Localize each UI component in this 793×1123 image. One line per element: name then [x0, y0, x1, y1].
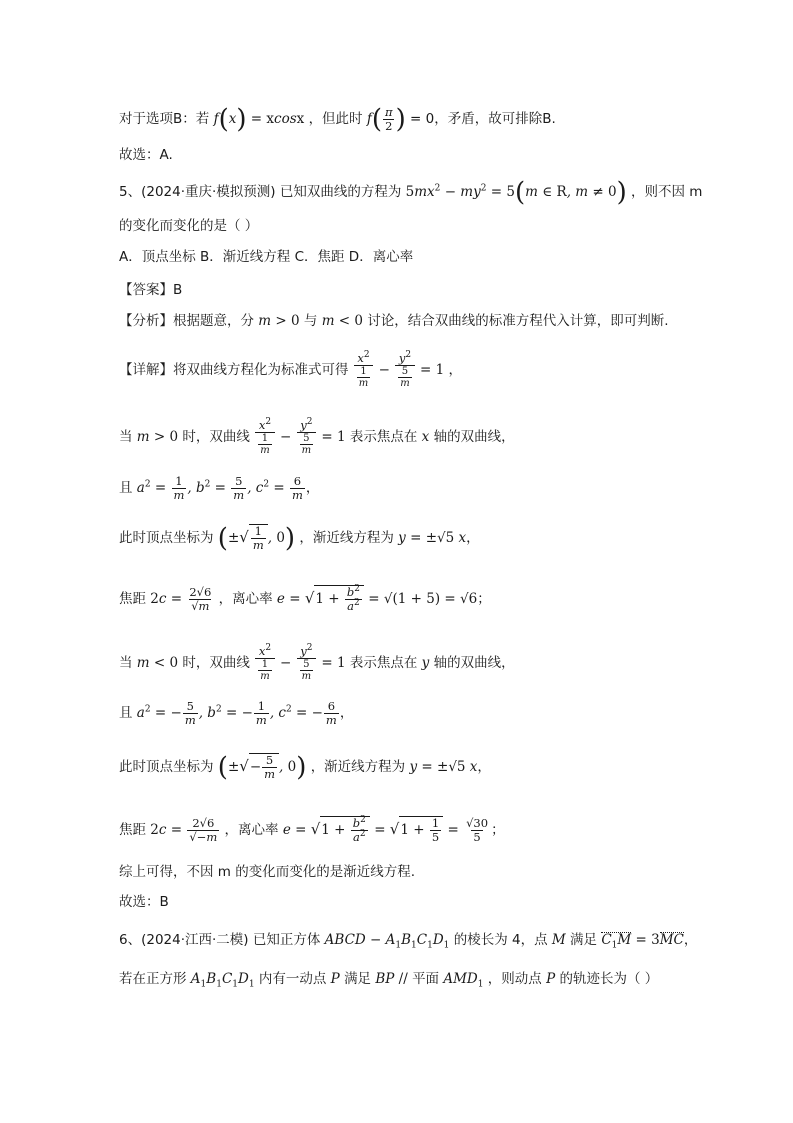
question-5-options: A．顶点坐标 B．渐近线方程 C．焦距 D．离心率 [119, 249, 414, 265]
question-6-line-1: 6、(2024·江西·二模) 已知正方体 ABCD − $A_1B_1C_1D_1$ 的棱长为 4，点 M 满足 $C_1M = 3MC$， [119, 932, 698, 951]
case-positive-line: 当 m > 0 时，双曲线 $\frac{x^2}{\frac{1}{m}}$ − $\frac{y^2}{\frac{5}{m}}$ = 1 表示焦点在 x 轴的双曲线， [119, 417, 515, 456]
formula-fx: f(x) = xcosx [213, 104, 305, 135]
formula-f-pi-half: f( $\frac{\pi}{2}$ ) [366, 104, 406, 135]
question-5-line-1: 5、(2024·重庆·模拟预测) 已知双曲线的方程为 $5mx^2 - my^2 = 5(m$ ∈ R, m ≠ 0) ，则不因 m [119, 177, 703, 208]
case-negative-vertex: 此时顶点坐标为 (±√− $\frac{5}{m}$ , 0) ，渐近线方程为 y = ±√5 x， [119, 752, 491, 783]
summary-line: 综上可得，不因 m 的变化而变化的是渐近线方程. [119, 864, 416, 880]
formula-hyperbola: $5mx^2 - my^2 = 5(m$ ∈ R, m ≠ 0) [405, 177, 627, 208]
line-choice-a: 故选：A. [119, 147, 173, 163]
detail-line: 【详解】将双曲线方程化为标准式可得 $\frac{x^2}{\frac{1}{m}}$ − $\frac{y^2}{\frac{5}{m}}$ = 1 ， [119, 350, 462, 389]
question-6-line-2: 若在正方形 $A_1B_1C_1D_1$ 内有一动点 P 满足 BP // 平面 $AMD_1$ ，则动点 P 的轨迹长为（ ） [119, 971, 659, 990]
formula-standard-form: $\frac{x^2}{\frac{1}{m}}$ − $\frac{y^2}{\frac{5}{m}}$ = 1 [353, 362, 449, 378]
question-5-line-2: 的变化而变化的是（ ） [119, 218, 259, 234]
case-positive-vertex: 此时顶点坐标为 (±√ $\frac{1}{m}$ , 0) ，渐近线方程为 y = ±√5 x， [119, 523, 480, 554]
case-negative-abc: 且 $a^2$ = − $\frac{5}{m}$ , $b^2$ = − $\frac{1}{m}$ , $c^2$ = − $\frac{6}{m}$ ， [119, 699, 354, 727]
choice-b-line: 故选：B [119, 894, 169, 910]
analysis-line: 【分析】根据题意，分 m > 0 与 m < 0 讨论，结合双曲线的标准方程代入计算，即可判断. [119, 313, 669, 329]
answer-label: 【答案】B [119, 282, 183, 298]
line-option-b-exclusion: 对于选项B：若 f(x) = xcosx ，但此时 f( $\frac{\pi}{2}$ ) = 0，矛盾，故可排除B. [119, 104, 556, 135]
case-positive-abc: 且 $a^2$ = $\frac{1}{m}$ , $b^2$ = $\frac{5}{m}$ , $c^2$ = $\frac{6}{m}$ ， [119, 474, 320, 502]
case-negative-line: 当 m < 0 时，双曲线 $\frac{x^2}{\frac{1}{m}}$ − $\frac{y^2}{\frac{5}{m}}$ = 1 表示焦点在 y 轴的双曲线， [119, 643, 515, 682]
case-negative-focal: 焦距 2c = $\frac{2√6}{√-m}$ ，离心率 e = √1 + $\frac{b^2}{a^2}$ = √1 + $\frac{1}{5}$ = $\frac{√30}{5}$ ； [119, 815, 505, 844]
case-positive-focal: 焦距 2c = $\frac{2√6}{√m}$ ，离心率 e = √1 + $\frac{b^2}{a^2}$ = √(1 + 5) = √6； [119, 584, 491, 613]
